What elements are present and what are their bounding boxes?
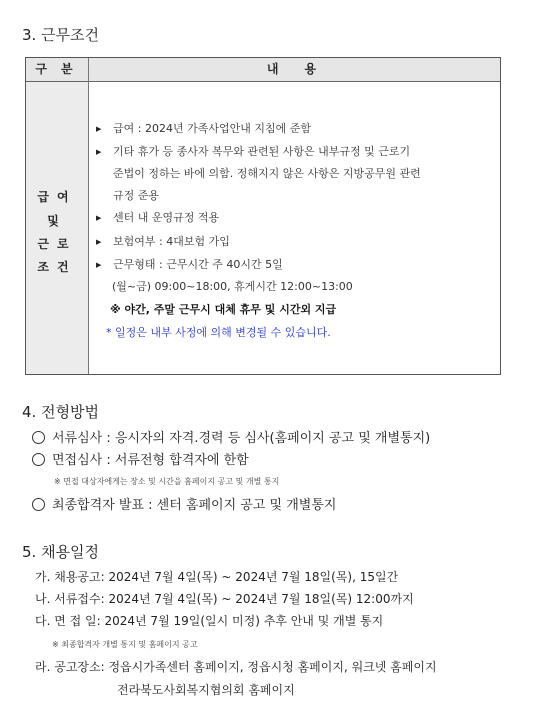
row-label-line-3: 근로 — [37, 237, 77, 251]
row-label-line-1: 급여 — [37, 190, 77, 204]
interview-note: ※ 면접 대상자에게는 장소 및 시간을 홈페이지 공고 및 개별 통지 — [54, 477, 280, 486]
overtime-note: ※ 야간, 주말 근무시 대체 휴무 및 시간외 지급 — [110, 303, 337, 316]
circle-bullet-icon — [32, 453, 45, 466]
section-3-title: 3. 근무조건 — [22, 26, 100, 44]
schedule-announcement: 가. 채용공고: 2024년 7월 4일(목) ~ 2024년 7월 18일(목), 15일간 — [35, 570, 399, 584]
circle-bullet-icon — [32, 498, 45, 511]
schedule-change-note: * 일정은 내부 사정에 의해 변경될 수 있습니다. — [106, 326, 331, 339]
column-divider — [88, 58, 89, 374]
triangle-bullet-icon: ▶ — [96, 148, 102, 156]
triangle-bullet-icon: ▶ — [96, 261, 102, 269]
selection-step-final: 최종합격자 발표 : 센터 홈페이지 공고 및 개별통지 — [32, 494, 336, 513]
circle-bullet-icon — [32, 431, 45, 444]
salary-item: ▶ 급여 : 2024년 가족사업안내 지침에 준함 — [96, 122, 311, 135]
row-label-line-4: 조건 — [37, 260, 77, 274]
insurance-item: ▶ 보험여부 : 4대보험 가입 — [96, 235, 230, 248]
work-type-item: ▶ 근무형태 : 근무시간 주 40시간 5일 — [96, 258, 283, 271]
schedule-application: 나. 서류접수: 2024년 7월 4일(목) ~ 2024년 7월 18일(목) 12:00까지 — [35, 592, 414, 606]
schedule-posting-places-2: 전라북도사회복지협의회 홈페이지 — [117, 683, 295, 697]
schedule-posting-places: 라. 공고장소: 정읍시가족센터 홈페이지, 정읍시청 홈페이지, 워크넷 홈페이지 — [35, 660, 437, 674]
header-content: 내용 — [266, 62, 343, 76]
center-rules-item: ▶ 센터 내 운영규정 적용 — [96, 211, 220, 224]
service-rules-item: ▶ 기타 휴가 등 종사자 복무와 관련된 사항은 내부규정 및 근로기 — [96, 145, 411, 158]
work-conditions-table — [25, 57, 501, 375]
section-4-title: 4. 전형방법 — [22, 403, 100, 421]
row-label-line-2: 및 — [47, 214, 67, 228]
selection-step-interview: 면접심사 : 서류전형 합격자에 한함 — [32, 449, 249, 468]
schedule-interview: 다. 면 접 일: 2024년 7월 19일(일시 미정) 추후 안내 및 개별 통지 — [35, 614, 384, 628]
service-rules-line-3: 규정 준용 — [113, 189, 160, 202]
section-5-title: 5. 채용일정 — [22, 543, 100, 561]
selection-step-document: 서류심사 : 응시자의 자격.경력 등 심사(홈페이지 공고 및 개별통지) — [32, 427, 430, 446]
triangle-bullet-icon: ▶ — [96, 125, 102, 133]
triangle-bullet-icon: ▶ — [96, 214, 102, 222]
header-category: 구분 — [35, 62, 87, 76]
triangle-bullet-icon: ▶ — [96, 238, 102, 246]
service-rules-line-2: 준법이 정하는 바에 의함. 정해지지 않은 사항은 지방공무원 관련 — [113, 167, 421, 180]
work-hours-line: (월~금) 09:00~18:00, 휴게시간 12:00~13:00 — [112, 280, 353, 293]
final-result-note: ※ 최종합격자 개별 통지 및 홈페이지 공고 — [52, 640, 198, 649]
